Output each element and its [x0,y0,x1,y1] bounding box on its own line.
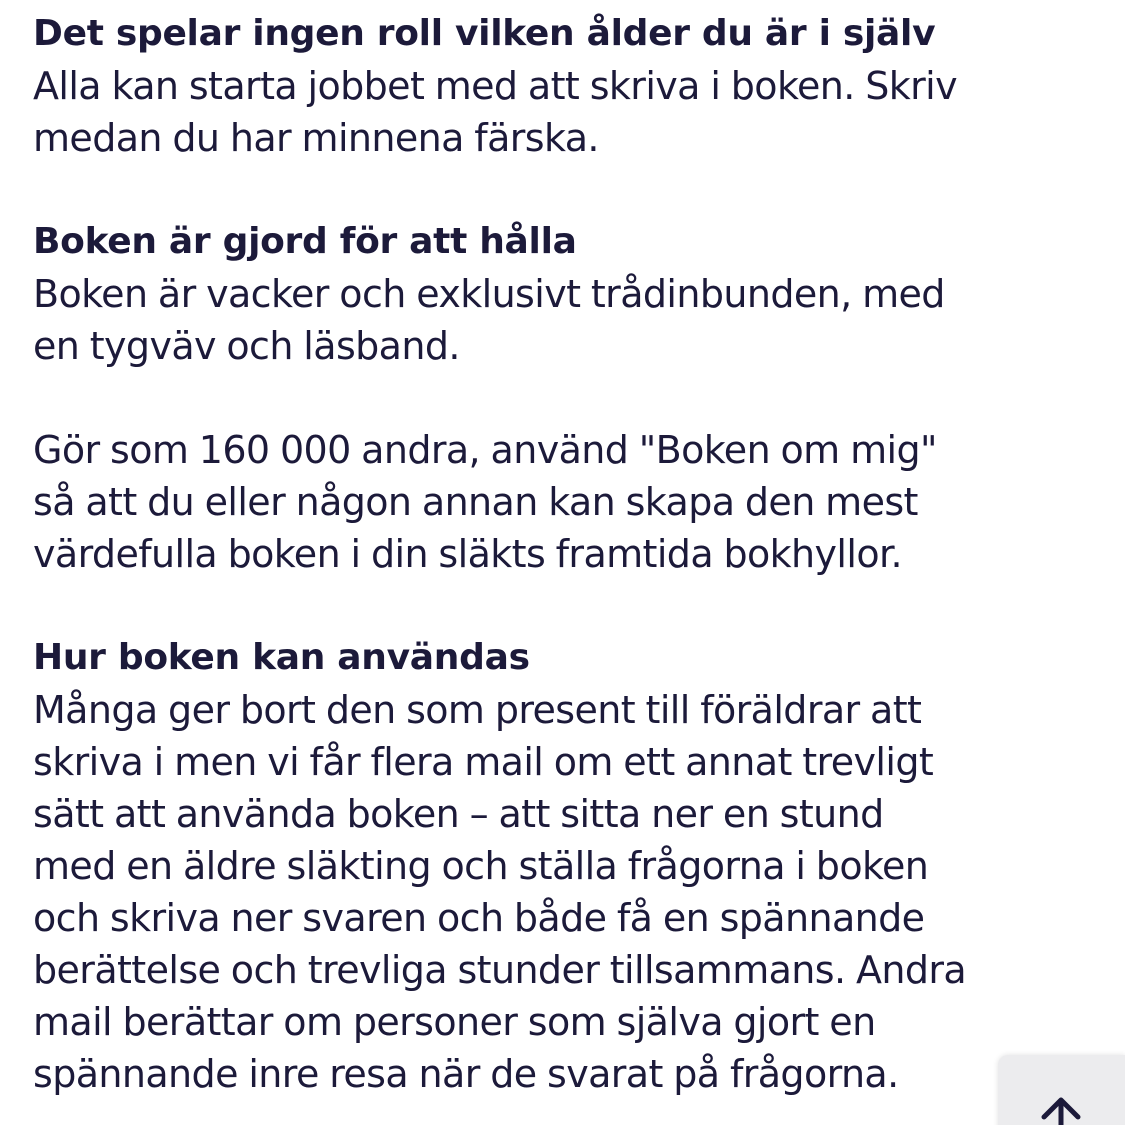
paragraph-line: Gör som 160 000 andra, använd "Boken om mig" [33,428,937,472]
paragraph-line: Många ger bort den som present till föräldrar att [33,688,922,732]
paragraph-line: sätt att använda boken – att sitta ner en stund [33,792,884,836]
section-age [33,8,1103,164]
paragraph-line: så att du eller någon annan kan skapa den mest [33,480,918,524]
section-usage [33,632,1103,1100]
paragraph-line: en tygväv och läsband. [33,324,460,368]
paragraph-line: medan du har minnena färska. [33,116,599,160]
section-others [33,424,1103,580]
section-durability [33,216,1103,372]
paragraph-line: med en äldre släkting och ställa frågorna i boken [33,844,929,888]
section-paragraph [33,268,1103,372]
arrow-up-icon [1038,1095,1084,1125]
article-content [33,8,1103,1125]
section-paragraph [33,60,1103,164]
paragraph-line: och skriva ner svaren och både få en spännande [33,896,925,940]
section-heading: Det spelar ingen roll vilken ålder du är i själv [33,13,936,54]
paragraph-line: skriva i men vi får flera mail om ett annat trevligt [33,740,934,784]
section-paragraph [33,424,1103,580]
paragraph-line: berättelse och trevliga stunder tillsammans. Andra [33,948,967,992]
section-heading: Hur boken kan användas [33,637,530,678]
paragraph-line: värdefulla boken i din släkts framtida bokhyllor. [33,532,903,576]
section-heading: Boken är gjord för att hålla [33,221,577,262]
scroll-to-top-button[interactable] [998,1055,1125,1125]
paragraph-line: Alla kan starta jobbet med att skriva i boken. Skriv [33,64,958,108]
paragraph-line: spännande inre resa när de svarat på frågorna. [33,1052,899,1096]
paragraph-line: Boken är vacker och exklusivt trådinbunden, med [33,272,945,316]
paragraph-line: mail berättar om personer som själva gjort en [33,1000,876,1044]
section-paragraph [33,684,1103,1100]
